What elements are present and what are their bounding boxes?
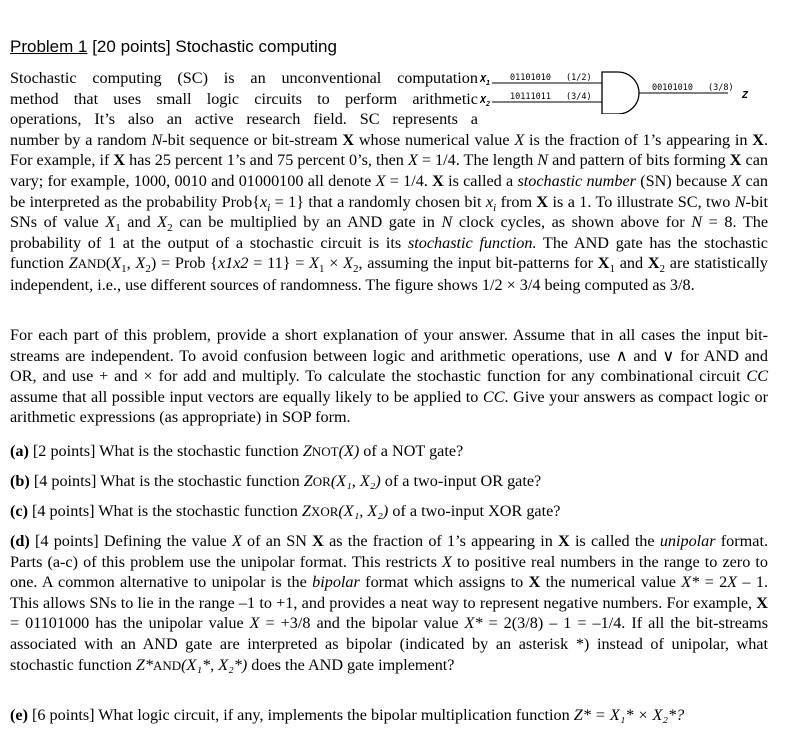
fig-in2-frac: (3/4) xyxy=(566,92,592,102)
intro-line-1: Stochastic computing (SC) is an unconventional computation xyxy=(10,69,478,87)
term-stochastic-function: stochastic function. xyxy=(407,233,537,252)
problem-title xyxy=(10,37,337,57)
question-d: (d) [4 points] Defining the value X of an SN X as the fraction of 1’s appearing in X is called the unipolar format. Parts (a-c) of this problem use the unipolar format. This restricts X to positive real numbers in the range to zero to one. A common alternative to unipolar is the bipolar format which assigns to X the numerical value X* = 2X – 1. This allows SNs to lie in the range –1 to +1, and provides a neat way to represent negative numbers. For example, X = 01101000 has the unipolar value X = +3/8 and the bipolar value X* = 2(3/8) – 1 = –1/4. If all the bit-streams associated with an AND gate are interpreted as bipolar (indicated by an asterisk *) instead of unipolar, what stochastic function Z*AND(X₁*, X₂*) does the AND gate implement? xyxy=(10,532,769,674)
fig-out-frac: (3/8) xyxy=(708,83,734,93)
problem-heading: [20 points] Stochastic computing xyxy=(87,37,337,56)
fig-in1-bits: 01101010 xyxy=(510,73,551,83)
term-stochastic-number: stochastic number xyxy=(517,171,636,190)
intro-text: number by a random N-bit sequence or bit-stream X whose numerical value X is the fraction of 1’s appearing in X. For example, if X has 25 percent 1’s and 75 percent 0’s, then X = 1/4. The length N and pattern of bits forming X can vary; for example, 1000, 0010 and 01000100 all denote X = 1/4. X is called a stochastic number (SN) because X can be interpreted as the probability $Prob\{x_i = 1\}$ that a randomly chosen bit $x_i$ from X is a 1. To illustrate SC, two N-bit SNs of value $X_1$ and $X_2$ can be multiplied by an AND gate in N clock cycles, as shown above for N = 8. The probability of 1 at the output of a stochastic circuit is its stochastic function. The AND gate has the stochastic function $ZAND(X_1$, $X_2$) = Prob $\{x1x2 = 11\} = X_1 \times X_2$, assuming the input bit-patterns for $X_1$ and $X_2$ are statistically independent, i.e., use different sources of randomness. The figure shows 1/2 × 3/4 being computed as 3/8. xyxy=(10,130,769,294)
fig-in1-frac: (1/2) xyxy=(566,73,592,83)
intro-paragraph xyxy=(10,68,768,296)
question-e: (e) [6 points] What logic circuit, if any, implements the bipolar multiplication function Z* = X₁* × X₂*? xyxy=(10,706,685,724)
fig-x1-label: $X_1$ xyxy=(480,74,491,87)
instructions-paragraph: For each part of this problem, provide a short explanation of your answer. Assume that in all cases the input bit-streams are independent. To avoid confusion between logic and arithmetic operations, use ∧ and ∨ for AND and OR, and use + and × for add and multiply. To calculate the stochastic function for any combinational circuit CC assume that all possible input vectors are equally likely to be applied to CC. Give your answers as compact logic or arithmetic expressions (as appropriate) in SOP form. xyxy=(10,326,768,427)
question-a: (a) [2 points] What is the stochastic function ZNOT(X) of a NOT gate? xyxy=(10,442,464,460)
intro-line-2: method that uses small logic circuits to perform arithmetic xyxy=(10,89,478,108)
question-b: (b) [4 points] What is the stochastic function ZOR(X₁, X₂) of a two-input OR gate? xyxy=(10,472,542,490)
problem-number: Problem 1 xyxy=(10,37,88,56)
fig-in2-bits: 10111011 xyxy=(510,92,551,102)
intro-line-3: operations, It’s also an active research field. SC represents a xyxy=(10,110,478,129)
fig-z-label: Z xyxy=(742,90,749,101)
fig-out-bits: 00101010 xyxy=(652,83,693,93)
question-c: (c) [4 points] What is the stochastic function ZXOR(X₁, X₂) of a two-input XOR gate? xyxy=(10,502,561,520)
fig-x2-label: $X_2$ xyxy=(480,95,491,108)
